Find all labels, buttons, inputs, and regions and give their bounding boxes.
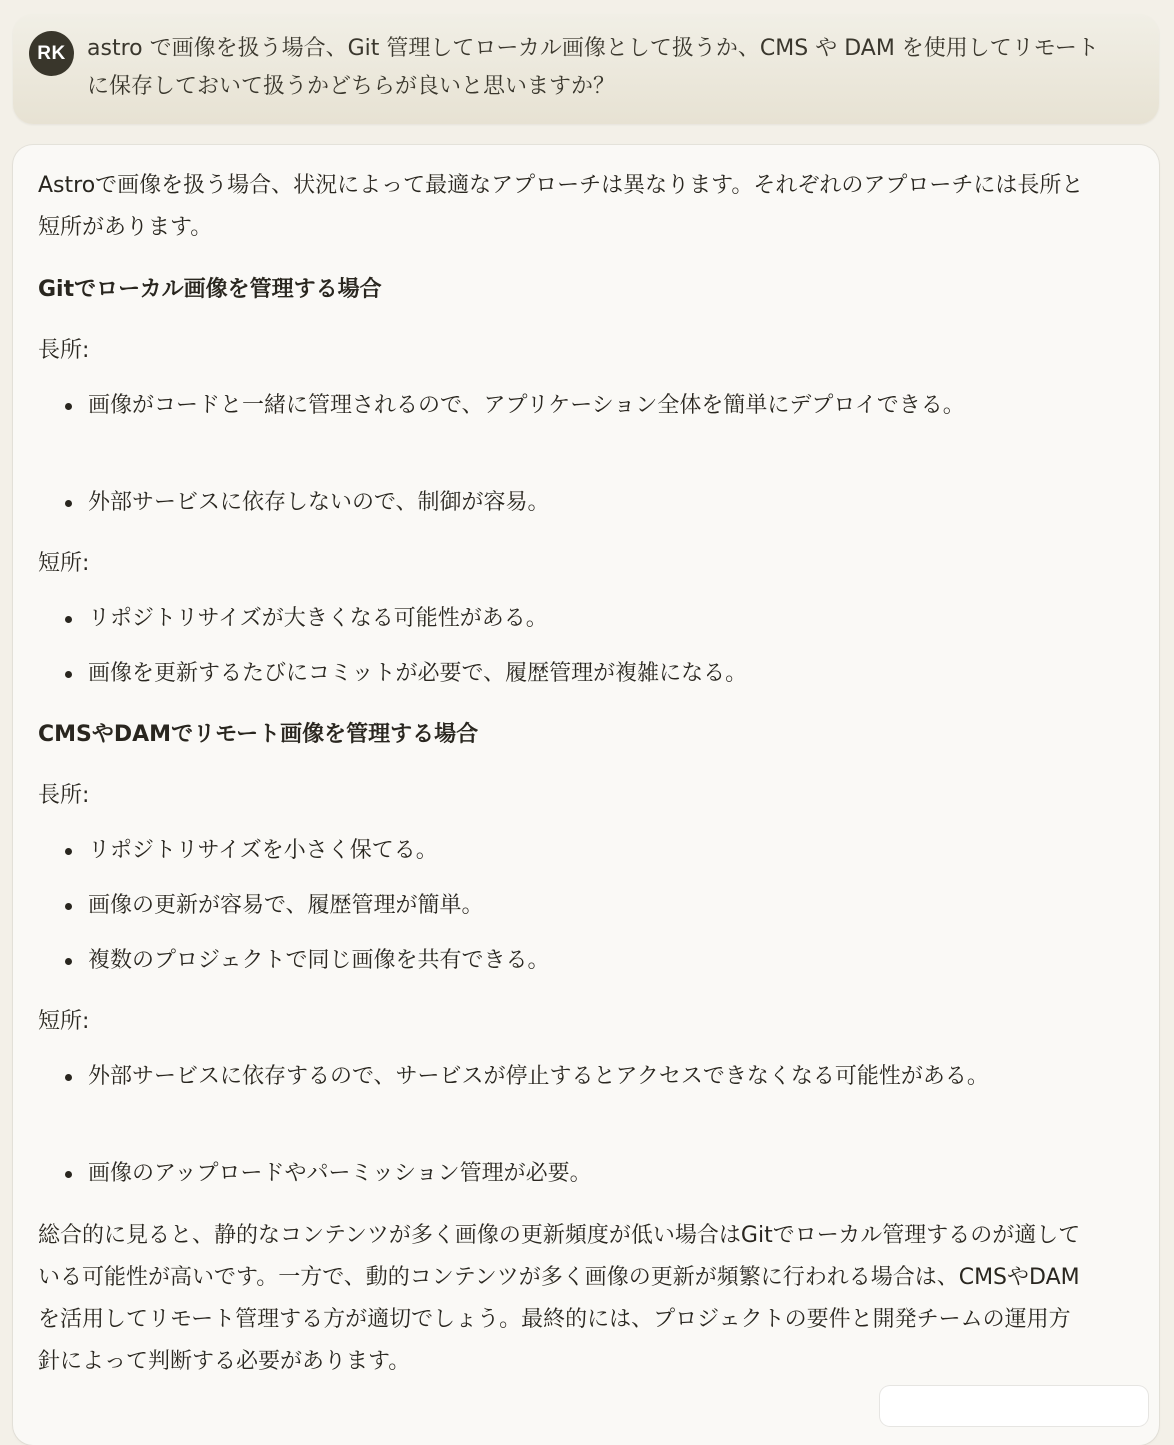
list-item: リポジトリサイズが大きくなる可能性がある。 bbox=[88, 598, 1078, 640]
pros-label-git: 長所: bbox=[38, 338, 90, 363]
user-avatar[interactable]: RK bbox=[29, 31, 74, 76]
bullet-dot bbox=[65, 1074, 72, 1081]
user-message-bubble bbox=[13, 14, 1159, 124]
section-heading-cms: CMSやDAMでリモート画像を管理する場合 bbox=[38, 722, 479, 747]
bullet-dot bbox=[65, 848, 72, 855]
list-item: 画像がコードと一緒に管理されるので、アプリケーション全体を簡単にデプロイできる。 bbox=[88, 385, 1078, 427]
assistant-message-bubble bbox=[13, 145, 1159, 1445]
intro-paragraph: Astroで画像を扱う場合、状況によって最適なアプローチは異なります。それぞれのアプローチには長所と短所があります。 bbox=[38, 173, 1084, 240]
bullet-dot bbox=[65, 616, 72, 623]
conclusion-paragraph: 総合的に見ると、静的なコンテンツが多く画像の更新頻度が低い場合はGitでローカル管理するのが適している可能性が高いです。一方で、動的コンテンツが多く画像の更新が頻繁に行われる場合は、CMSやDAMを活用してリモート管理する方が適切でしょう。最終的には、プロジェクトの要件と開発チームの運用方針によって判断する必要があります。 bbox=[38, 1223, 1081, 1374]
list-item: 画像を更新するたびにコミットが必要で、履歴管理が複雑になる。 bbox=[88, 653, 1078, 695]
bullet-dot bbox=[65, 903, 72, 910]
pros-label-cms: 長所: bbox=[38, 783, 90, 808]
cons-label-cms: 短所: bbox=[38, 1009, 90, 1034]
message-action-button[interactable] bbox=[880, 1386, 1148, 1426]
list-item: リポジトリサイズを小さく保てる。 bbox=[88, 830, 1078, 872]
user-message-text: astro で画像を扱う場合、Git 管理してローカル画像として扱うか、CMS や DAM を使用してリモートに保存しておいて扱うかどちらが良いと思いますか？ bbox=[87, 36, 1099, 99]
section-heading-git: Gitでローカル画像を管理する場合 bbox=[38, 277, 382, 302]
bullet-dot bbox=[65, 958, 72, 965]
bullet-dot bbox=[65, 671, 72, 678]
list-item: 外部サービスに依存しないので、制御が容易。 bbox=[88, 482, 1078, 524]
list-item: 複数のプロジェクトで同じ画像を共有できる。 bbox=[88, 940, 1078, 982]
list-item: 画像のアップロードやパーミッション管理が必要。 bbox=[88, 1153, 1078, 1195]
cons-label-git: 短所: bbox=[38, 551, 90, 576]
list-item: 画像の更新が容易で、履歴管理が簡単。 bbox=[88, 885, 1078, 927]
bullet-dot bbox=[65, 403, 72, 410]
bullet-dot bbox=[65, 500, 72, 507]
bullet-dot bbox=[65, 1171, 72, 1178]
list-item: 外部サービスに依存するので、サービスが停止するとアクセスできなくなる可能性がある。 bbox=[88, 1056, 1078, 1098]
